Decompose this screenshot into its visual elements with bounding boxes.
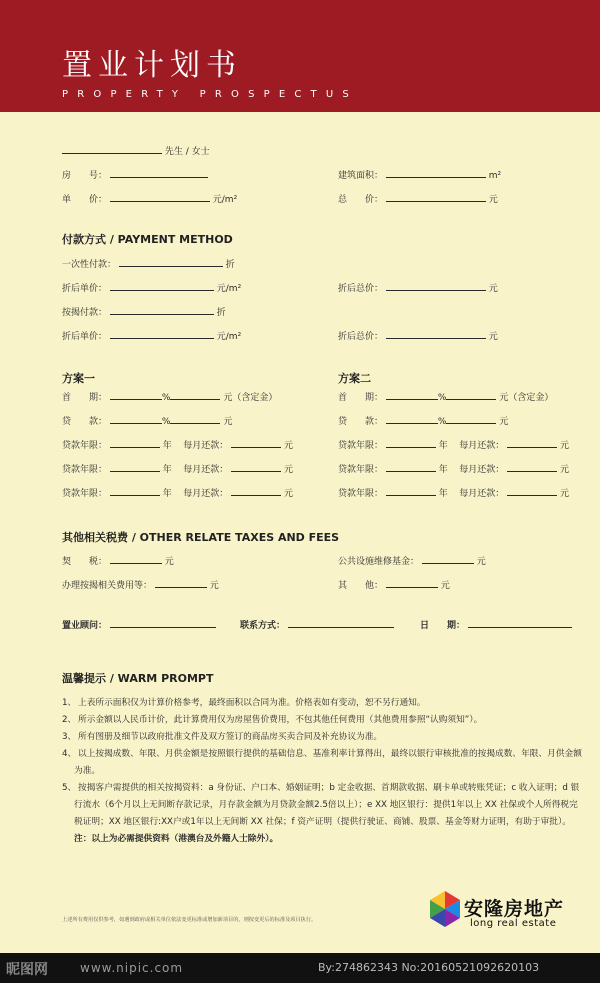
mortgage-fee-unit: 元 [209,581,219,591]
discount-total-row-2 [338,330,498,343]
brand-name-en: long real estate [470,918,557,929]
mortgage-label: 按揭付款： [62,308,108,318]
plan1-loan-pct-field[interactable] [110,415,162,424]
deed-tax-label: 契 税： [62,557,108,567]
plan1-term-row-1 [62,439,293,452]
monthly-label: 每月还款： [459,441,505,451]
brand-name-cn: 安隆房地产 [464,898,565,920]
monthly-unit: 元 [560,441,570,451]
area-unit: m² [488,171,502,181]
room-label: 房 号： [62,171,108,181]
year-unit: 年 [162,441,172,451]
note-text: 按揭客户需提供的相关按揭资料：a 身份证、户口本、婚姻证明；b 定金收据、首期款收据、刷卡单或转账凭证；c 收入证明；d 银行流水（6个月以上无间断存款记录，月存款金额为月贷款金额2.5倍以上）；e XX 地区银行：提供1年以上 XX 社保或个人所得税完税证明；XX 地区银行:XX户或1年以上无间断 XX 社保；f 资产证明（提供行驶证、商铺、股票、基金等财力证明，有助于审批）。 [74,783,580,827]
title-suffix: 先生 / 女士 [164,147,210,157]
unit-price-unit: 元/m² [212,195,238,205]
pct-sign: % [161,393,171,403]
discount-total-unit: 元 [488,284,498,294]
years-label: 贷款年限： [338,489,384,499]
year-unit: 年 [438,489,448,499]
plan1-loan-row [62,415,232,428]
total-price-unit: 元 [488,195,498,205]
discount-price-unit: 元/m² [216,332,242,342]
mortgage-discount-field[interactable] [110,306,214,315]
discount-total-field[interactable] [386,330,486,339]
total-price-field[interactable] [386,193,486,202]
note-text: 所示金额以人民币计价，此计算费用仅为房屋售价费用，不包其他任何费用（其他费用参照“认购须知”）。 [78,715,483,725]
discount-price-row-1 [62,282,241,295]
notes-heading: 温馨提示 / WARM PROMPT [62,672,214,685]
discount-total-label: 折后总价： [338,332,384,342]
unit-price-label: 单 价： [62,195,108,205]
discount-price-row-2 [62,330,241,343]
year-unit: 年 [162,465,172,475]
page-title: 置业计划书 [62,48,242,83]
taxes-heading: 其他相关税费 / OTHER RELATE TAXES AND FEES [62,531,340,544]
header-banner [0,0,600,112]
date-row [420,619,572,632]
room-field[interactable] [110,169,208,178]
plan1-term-row-2 [62,463,293,476]
page-subtitle: PROPERTY PROSPECTUS [62,89,358,100]
years-field[interactable] [386,487,436,496]
plan2-down-row [338,391,553,404]
monthly-unit: 元 [560,465,570,475]
monthly-label: 每月还款： [183,441,229,451]
plan2-term-row-3 [338,487,569,500]
unit-price-field[interactable] [110,193,210,202]
watermark-url: www.nipic.com [80,961,184,975]
mortgage-fee-label: 办理按揭相关费用等： [62,581,153,591]
loan-label: 贷 款： [338,417,384,427]
plan1-term-row-3 [62,487,293,500]
mortgage-discount-unit: 折 [216,308,226,318]
years-field[interactable] [110,463,160,472]
date-label: 日 期： [420,621,466,631]
discount-price-unit: 元/m² [216,284,242,294]
customer-name-row [62,145,210,158]
years-field[interactable] [386,463,436,472]
monthly-unit: 元 [560,489,570,499]
area-row [338,169,501,182]
discount-price-field[interactable] [110,282,214,291]
discount-total-field[interactable] [386,282,486,291]
note-item: 3、 所有图册及细节以政府批准文件及双方签订的商品房买卖合同及补充协议为准。 [62,732,383,742]
pct-sign: % [437,417,447,427]
discount-total-label: 折后总价： [338,284,384,294]
watermark-footer [0,953,600,983]
plan2-term-row-2 [338,463,569,476]
monthly-field[interactable] [507,439,557,448]
monthly-label: 每月还款： [183,489,229,499]
discount-total-row-1 [338,282,498,295]
watermark-site: 昵图网 [6,962,48,978]
area-label: 建筑面积： [338,171,384,181]
deed-tax-field[interactable] [110,555,162,564]
year-unit: 年 [438,441,448,451]
loan-unit: 元 [499,417,509,427]
discount-total-unit: 元 [488,332,498,342]
room-row [62,169,208,182]
customer-name-field[interactable] [62,145,162,154]
plan1-down-amount-field[interactable] [170,391,220,400]
monthly-label: 每月还款： [183,465,229,475]
years-label: 贷款年限： [62,441,108,451]
years-label: 贷款年限： [62,465,108,475]
years-label: 贷款年限： [338,465,384,475]
area-field[interactable] [386,169,486,178]
monthly-field[interactable] [507,487,557,496]
plan2-loan-amount-field[interactable] [446,415,496,424]
down-unit: 元（含定金） [499,393,554,403]
monthly-unit: 元 [284,465,294,475]
contact-row [240,619,394,632]
maintenance-fund-label: 公共设施维修基金： [338,557,420,567]
discount-price-label: 折后单价： [62,284,108,294]
deed-tax-unit: 元 [164,557,174,567]
note-item: 4、 以上按揭成数、年限、月供金额是按照银行提供的基础信息、基准利率计算得出，最终以银行审核批准的按揭成数、年限、月供金额为准。 [62,749,582,776]
one-time-discount-unit: 折 [225,260,235,270]
plan2-down-pct-field[interactable] [386,391,438,400]
consultant-row [62,619,216,632]
down-label: 首 期： [338,393,384,403]
note-text: 以上按揭成数、年限、月供金额是按照银行提供的基础信息、基准利率计算得出，最终以银行审核批准的按揭成数、年限、月供金额为准。 [74,749,582,776]
monthly-label: 每月还款： [459,489,505,499]
payment-heading: 付款方式 / PAYMENT METHOD [62,233,233,246]
note-item: 2、 所示金额以人民币计价，此计算费用仅为房屋售价费用，不包其他任何费用（其他费用参照“认购须知”）。 [62,715,483,725]
down-unit: 元（含定金） [223,393,278,403]
plan2-loan-pct-field[interactable] [386,415,438,424]
one-time-label: 一次性付款： [62,260,117,270]
note-text: 注：以上为必需提供资料（港澳台及外籍人士除外）。 [74,834,279,844]
one-time-row [62,258,235,271]
discount-price-label: 折后单价： [62,332,108,342]
plan1-down-pct-field[interactable] [110,391,162,400]
monthly-field[interactable] [231,463,281,472]
one-time-discount-field[interactable] [119,258,223,267]
plan2-term-row-1 [338,439,569,452]
note-item: 5、 按揭客户需提供的相关按揭资料：a 身份证、户口本、婚姻证明；b 定金收据、首期款收据、刷卡单或转账凭证；c 收入证明；d 银行流水（6个月以上无间断存款记录，月存款金额为月贷款金额2.5倍以上）；e XX 地区银行：提供1年以上 XX 社保或个人所得税完税证明；XX 地区银行:XX户或1年以上无间断 XX 社保；f 资产证明（提供行驶证、商铺、股票、基金等财力证明，有助于审批）。 [62,783,580,827]
loan-label: 贷 款： [62,417,108,427]
contact-field[interactable] [288,619,394,628]
note-required [62,831,582,848]
pct-sign: % [437,393,447,403]
plan1-loan-amount-field[interactable] [170,415,220,424]
other-fee-field[interactable] [386,579,438,588]
other-fee-unit: 元 [440,581,450,591]
years-label: 贷款年限： [62,489,108,499]
plan1-heading: 方案一 [62,372,95,385]
monthly-field[interactable] [231,439,281,448]
company-logo-icon [430,891,460,927]
deed-tax-row [62,555,174,568]
pct-sign: % [161,417,171,427]
contact-label: 联系方式： [240,621,286,631]
maintenance-fund-row [338,555,486,568]
monthly-field[interactable] [231,487,281,496]
unit-price-row [62,193,237,206]
consultant-label: 置业顾问： [62,621,108,631]
loan-unit: 元 [223,417,233,427]
notes-list [62,695,582,848]
maintenance-fund-unit: 元 [476,557,486,567]
monthly-label: 每月还款： [459,465,505,475]
date-field[interactable] [468,619,572,628]
total-price-row [338,193,498,206]
monthly-unit: 元 [284,489,294,499]
note-text: 上表所示面积仅为计算价格参考，最终面积以合同为准。价格表如有变动，恕不另行通知。 [78,698,426,708]
consultant-field[interactable] [110,619,216,628]
other-fee-label: 其 他： [338,581,384,591]
maintenance-fund-field[interactable] [422,555,474,564]
note-text: 所有图册及细节以政府批准文件及双方签订的商品房买卖合同及补充协议为准。 [78,732,383,742]
mortgage-fee-row [62,579,219,592]
plan1-down-row [62,391,277,404]
mortgage-fee-field[interactable] [155,579,207,588]
plan2-down-amount-field[interactable] [446,391,496,400]
discount-price-field[interactable] [110,330,214,339]
disclaimer: 上述所有费用仅供参考，如遇到政府或相关单位依法变更标准或增加新项目的，则按变更后的标准及项目执行。 [62,917,317,923]
years-label: 贷款年限： [338,441,384,451]
year-unit: 年 [162,489,172,499]
plan2-loan-row [338,415,508,428]
year-unit: 年 [438,465,448,475]
monthly-field[interactable] [507,463,557,472]
mortgage-row [62,306,226,319]
down-label: 首 期： [62,393,108,403]
other-fee-row [338,579,450,592]
years-field[interactable] [110,439,160,448]
watermark-id: By:274862343 No:20160521092620103 [318,961,540,974]
plan2-heading: 方案二 [338,372,371,385]
years-field[interactable] [110,487,160,496]
monthly-unit: 元 [284,441,294,451]
years-field[interactable] [386,439,436,448]
total-price-label: 总 价： [338,195,384,205]
note-item: 1、 上表所示面积仅为计算价格参考，最终面积以合同为准。价格表如有变动，恕不另行通知。 [62,698,426,708]
